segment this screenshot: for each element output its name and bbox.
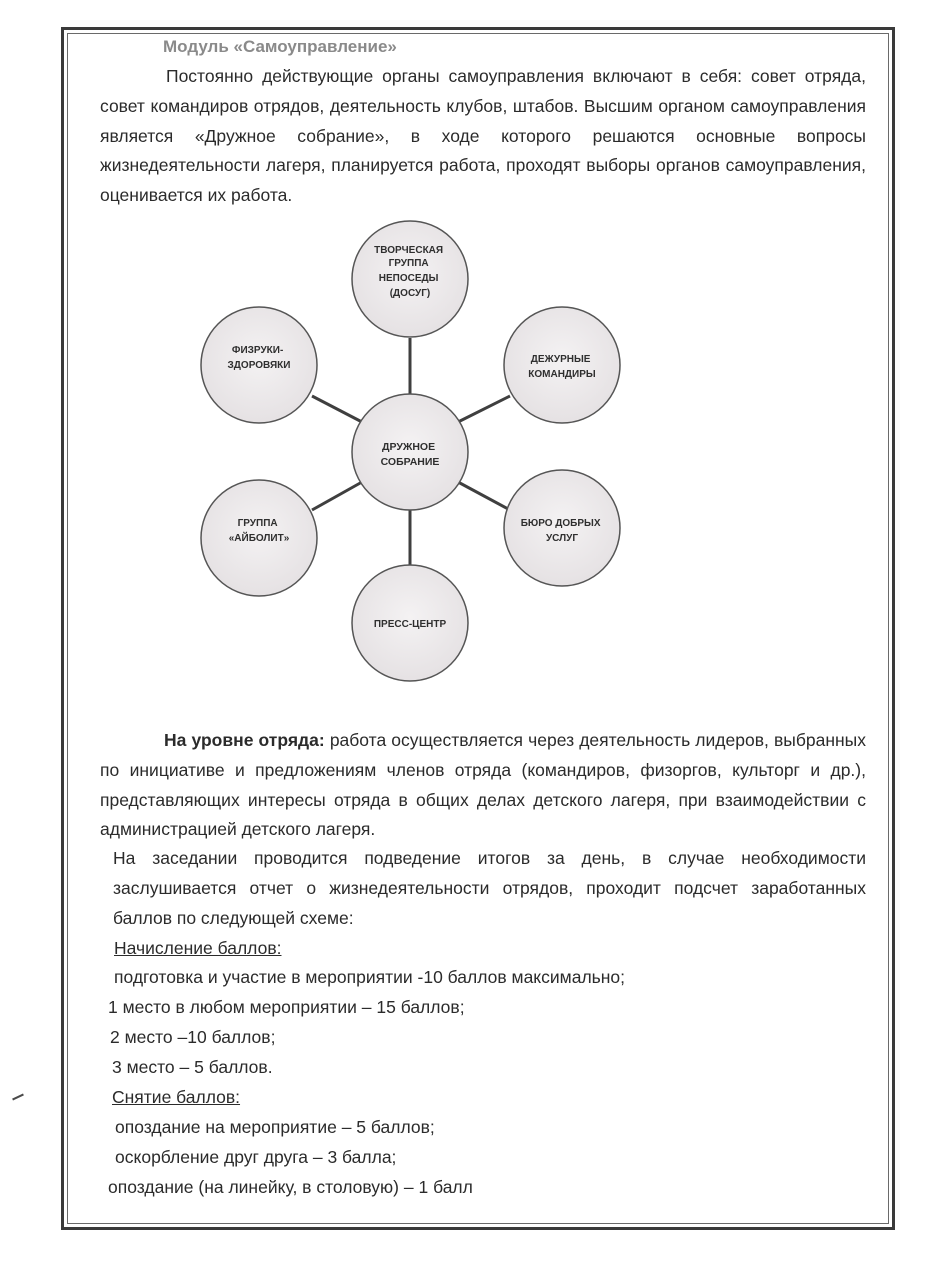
node-label: ДЕЖУРНЫЕ КОМАНДИРЫ	[528, 354, 596, 380]
node-label: ФИЗРУКИ- ЗДОРОВЯКИ	[227, 345, 291, 371]
intro-paragraph: Постоянно действующие органы самоуправления включают в себя: совет отряда, совет командиров отрядов, деятельность клубов, штабов. Высшим органом самоуправления является «Дружное собрание», в ходе которого решаются основные вопросы жизнедеятельности лагеря, планируется работа, проходят выборы органов самоуправления, оценивается их работа.	[100, 66, 866, 206]
penalty-item: оскорбление друг друга – 3 балла;	[115, 1147, 397, 1167]
penalty-item: опоздание (на линейку, в столовую) – 1 балл	[108, 1177, 473, 1197]
award-item: 2 место –10 баллов;	[110, 1027, 276, 1047]
node-label: БЮРО ДОБРЫХ УСЛУГ	[520, 518, 601, 544]
node-label: ГРУППА «АЙБОЛИТ»	[228, 518, 290, 544]
award-item: подготовка и участие в мероприятии -10 баллов максимально;	[114, 967, 626, 987]
award-heading: Начисление баллов:	[114, 938, 282, 958]
squad-level-text: работа осуществляется через деятельность лидеров, выбранных по инициативе и предложениям членов отряда (командиров, физоргов, культорг и др.), представляющих интересы отряда в общих делах детского лагеря, при взаимодействии с администрацией детского лагеря.	[100, 730, 866, 840]
penalty-heading: Снятие баллов:	[112, 1087, 241, 1107]
connector-line	[458, 396, 510, 422]
node-label: ПРЕСС-ЦЕНТР	[373, 619, 447, 630]
squad-level-paragraph	[100, 726, 866, 845]
award-item: 1 место в любом мероприятии – 15 баллов;	[108, 997, 465, 1017]
connector-line	[312, 482, 362, 510]
module-title: Модуль «Самоуправление»	[163, 37, 397, 56]
connector-line	[458, 482, 510, 510]
award-item: 3 место – 5 баллов.	[112, 1057, 273, 1077]
penalty-item: опоздание на мероприятие – 5 баллов;	[115, 1117, 435, 1137]
center-label: ДРУЖНОЕ СОБРАНИЕ	[380, 441, 440, 468]
squad-level-lead: На уровне отряда:	[164, 730, 325, 750]
meeting-paragraph: На заседании проводится подведение итогов за день, в случае необходимости заслушивается отчет о жизнедеятельности отрядов, проходит подсчет заработанных баллов по следующей схеме:	[113, 848, 866, 928]
connector-line	[312, 396, 362, 422]
node-label: ТВОРЧЕСКАЯ ГРУППА НЕПОСЕДЫ (ДОСУГ)	[374, 245, 444, 299]
node-duty-commanders	[504, 307, 620, 423]
